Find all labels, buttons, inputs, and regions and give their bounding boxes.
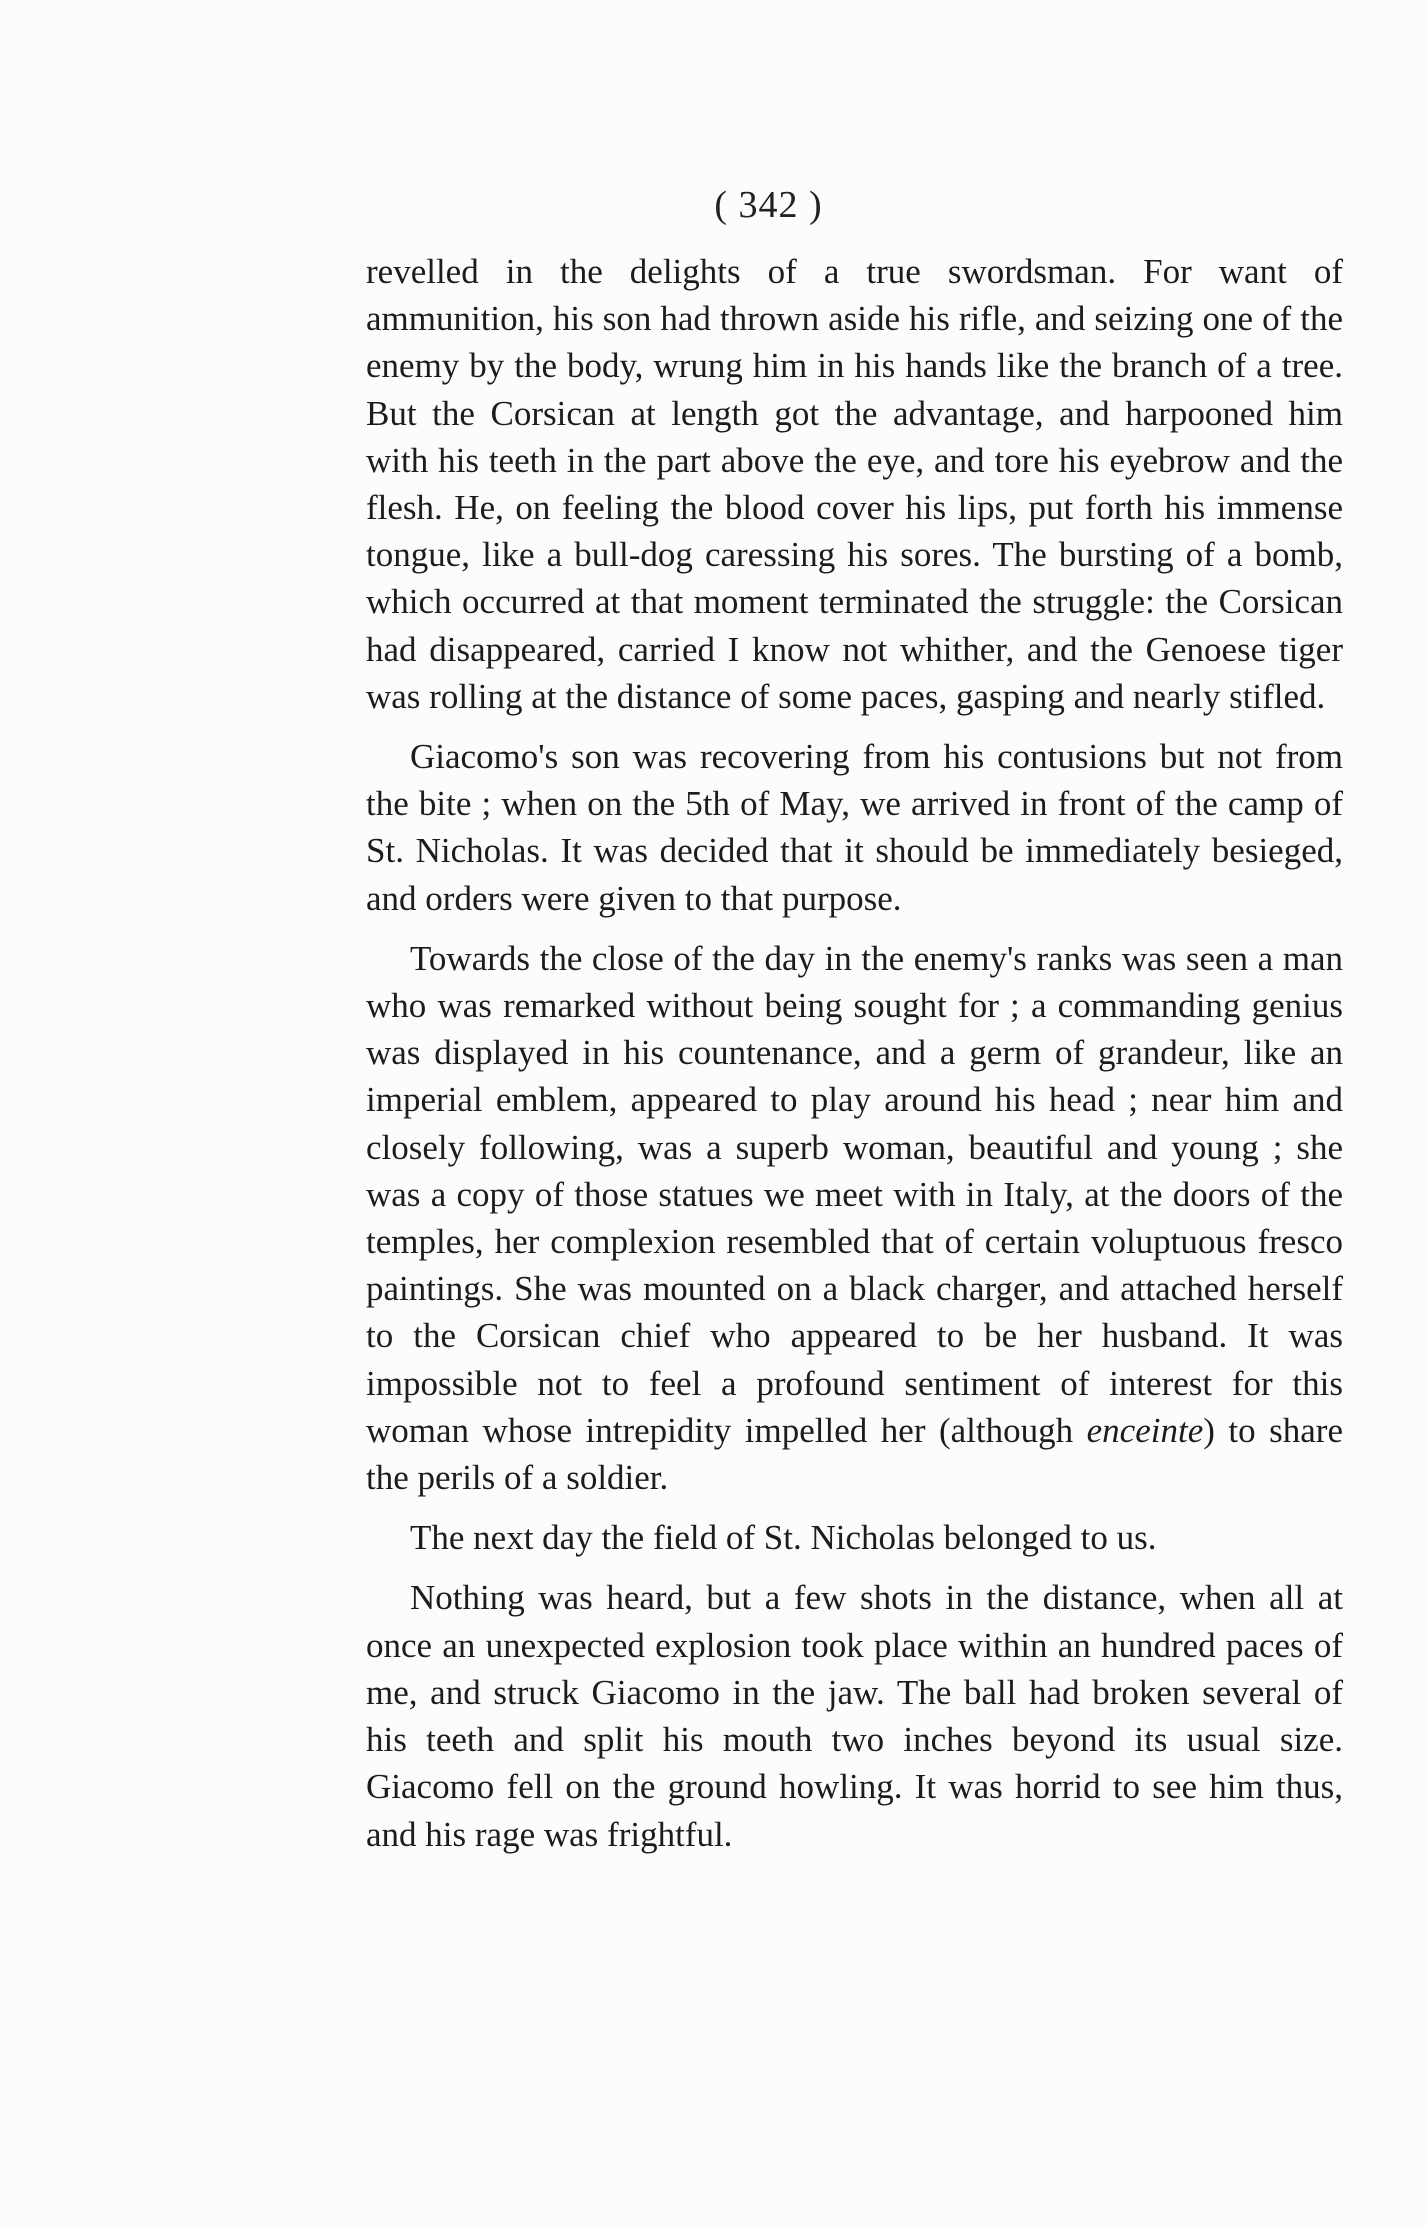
paragraph-3-text-before: Towards the close of the day in the enemy's ranks was seen a man who was remarked without being sought for ; a commanding genius was displayed in his countenance, and a germ of grandeur, like an imperial emblem, appeared to play around his head ; near him and closely following, was a superb woman, beautiful and young ; she was a copy of those statues we meet with in Italy, at the doors of the temples, her complexion resembled that of certain voluptuous fresco paintings. She was mounted on a black charger, and attached herself to the Corsican chief who appeared to be her husband. It was impossible not to feel a profound sentiment of interest for this woman whose intrepidity impelled her (although: [366, 938, 1343, 1450]
paragraph-1: revelled in the delights of a true swordsman. For want of ammunition, his son had thrown aside his rifle, and seizing one of the enemy by the body, wrung him in his hands like the branch of a tree. But the Corsican at length got the advantage, and harpooned him with his teeth in the part above the eye, and tore his eyebrow and the flesh. He, on feeling the blood cover his lips, put forth his immense tongue, like a bull-dog caressing his sores. The bursting of a bomb, which occurred at that moment terminated the struggle: the Corsican had disappeared, carried I know not whither, and the Genoese tiger was rolling at the distance of some paces, gasping and nearly stifled.: [366, 252, 1343, 716]
page-number: ( 342 ): [714, 184, 823, 226]
body-text: [366, 248, 1343, 1858]
paragraph-5: Nothing was heard, but a few shots in the distance, when all at once an unexpected explosion took place within an hundred paces of me, and struck Giacomo in the jaw. The ball had broken several of his teeth and split his mouth two inches beyond its usual size. Giacomo fell on the ground howling. It was horrid to see him thus, and his rage was frightful.: [366, 1578, 1343, 1854]
paragraph-2: Giacomo's son was recovering from his contusions but not from the bite ; when on the 5th of May, we arrived in front of the camp of St. Nicholas. It was decided that it should be immediately besieged, and orders were given to that purpose.: [366, 737, 1343, 918]
paragraph-3-italic-word: enceinte: [1086, 1410, 1204, 1450]
paragraph-4: The next day the field of St. Nicholas belonged to us.: [410, 1518, 1157, 1558]
paragraph-3-text-after: ) to share the perils of a soldier.: [366, 1410, 1343, 1498]
paragraph-3: [366, 935, 1343, 1501]
